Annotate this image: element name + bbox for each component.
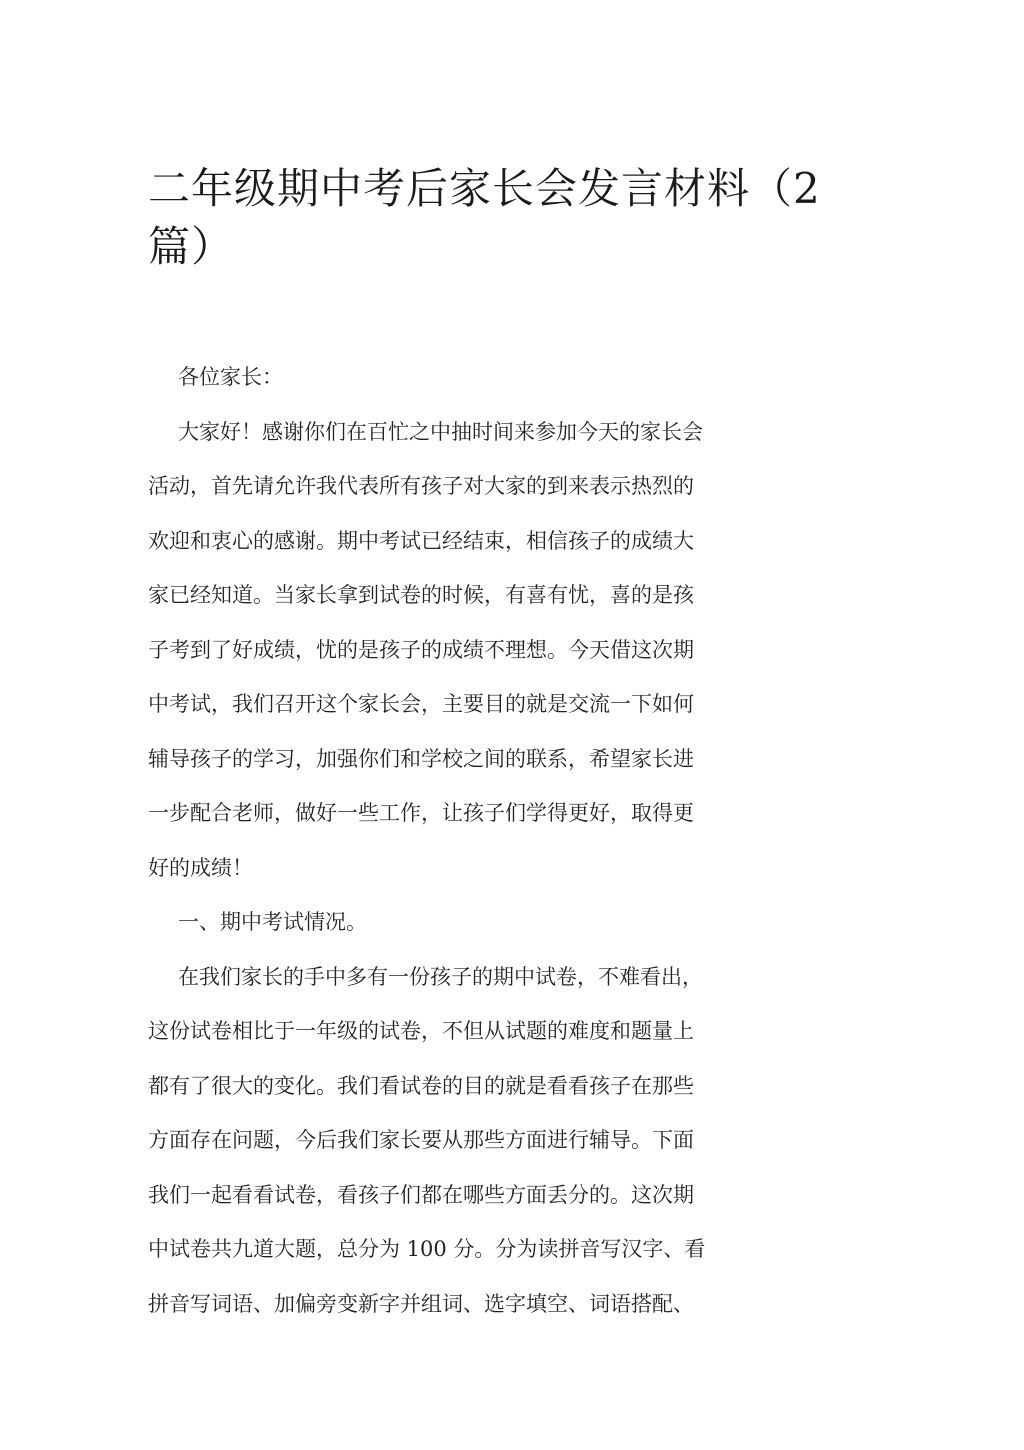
paragraph-line: 活动，首先请允许我代表所有孩子对大家的到来表示热烈的 bbox=[148, 474, 694, 498]
document-body bbox=[148, 350, 728, 1331]
paragraph-line: 各位家长： bbox=[178, 365, 283, 389]
paragraph-line: 中试卷共九道大题，总分为 100 分。分为读拼音写汉字、看 bbox=[148, 1237, 706, 1261]
paragraph-line: 方面存在问题，今后我们家长要从那些方面进行辅导。下面 bbox=[148, 1128, 694, 1152]
paragraph-line: 欢迎和衷心的感谢。期中考试已经结束，相信孩子的成绩大 bbox=[148, 528, 694, 553]
paragraph-line: 我们一起看看试卷，看孩子们都在哪些方面丢分的。这次期 bbox=[148, 1182, 694, 1207]
paragraph-line: 这份试卷相比于一年级的试卷，不但从试题的难度和题量上 bbox=[148, 1019, 694, 1043]
section-heading: 一、期中考试情况。 bbox=[178, 910, 367, 934]
paragraph-line: 大家好！感谢你们在百忙之中抽时间来参加今天的家长会 bbox=[178, 419, 703, 444]
paragraph-line: 好的成绩！ bbox=[148, 855, 253, 880]
paragraph-line: 中考试，我们召开这个家长会，主要目的就是交流一下如何 bbox=[148, 692, 694, 716]
paragraph-line: 子考到了好成绩，忧的是孩子的成绩不理想。今天借这次期 bbox=[148, 637, 694, 662]
document-title: 二年级期中考后家长会发言材料（2篇） bbox=[148, 164, 821, 271]
paragraph-line: 家已经知道。当家长拿到试卷的时候，有喜有忧，喜的是孩 bbox=[148, 583, 694, 607]
paragraph-line: 辅导孩子的学习，加强你们和学校之间的联系，希望家长进 bbox=[148, 746, 694, 771]
paragraph-line: 一步配合老师，做好一些工作，让孩子们学得更好，取得更 bbox=[148, 801, 694, 825]
paragraph-line: 拼音写词语、加偏旁变新字并组词、选字填空、词语搭配、 bbox=[148, 1291, 694, 1316]
paragraph-line: 在我们家长的手中多有一份孩子的期中试卷，不难看出， bbox=[178, 964, 703, 989]
paragraph-line: 都有了很大的变化。我们看试卷的目的就是看看孩子在那些 bbox=[148, 1073, 694, 1098]
